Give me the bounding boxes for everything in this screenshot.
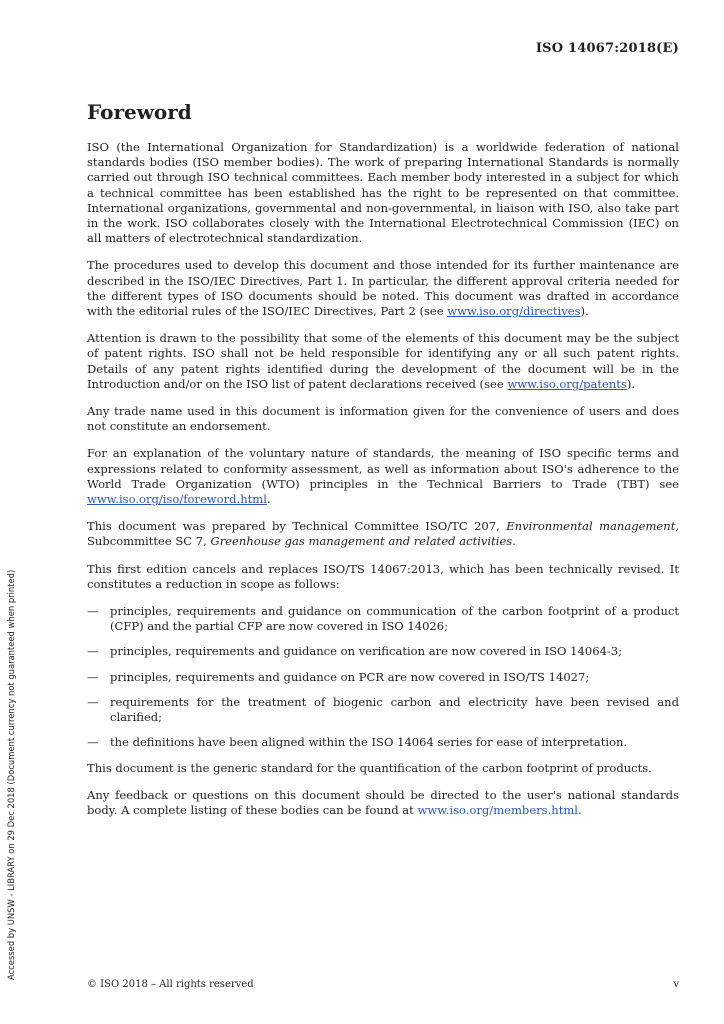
committee-name: Environmental management [506, 519, 676, 534]
dash-bullet: — [87, 669, 99, 684]
paragraph-text: For an explanation of the voluntary nature of standards, the meaning of ISO specific terms and expressions related to conformity assessment, as well as information about ISO's adherence to the World Trade Organization (WTO) principles in the Technical Barriers to Trade (TBT) see [87, 446, 679, 491]
standard-id-header: ISO 14067:2018(E) [535, 41, 679, 56]
list-item-text: principles, requirements and guidance on PCR are now covered in ISO/TS 14027; [110, 669, 590, 684]
page-number: v [673, 979, 679, 990]
paragraph-voluntary-nature [87, 446, 679, 507]
list-item-text: principles, requirements and guidance on verification are now covered in ISO 14064-3; [110, 644, 623, 659]
list-item [87, 670, 679, 685]
dash-bullet: — [87, 735, 99, 750]
dash-bullet: — [87, 694, 99, 709]
list-item-text: principles, requirements and guidance on communication of the carbon footprint of a product (CFP) and the partial CFP are now covered in ISO 14026; [110, 604, 679, 634]
list-item [87, 604, 679, 634]
foreword-link[interactable]: www.iso.org/iso/foreword.html [87, 492, 267, 507]
paragraph-text: The procedures used to develop this document and those intended for its further maintenance are described in the ISO/IEC Directives, Part 1. In particular, the different approval criteria needed for the different types of ISO documents should be noted. This document was drafted in accordance with the editorial rules of the ISO/IEC Directives, Part 2 (see [87, 258, 679, 319]
paragraph-committee [87, 519, 679, 549]
paragraph-end: . [266, 492, 271, 507]
paragraph-iso-intro: ISO (the International Organization for Standardization) is a worldwide federation of national standards bodies (ISO member bodies). The work of preparing International Standards is normally carried out through ISO technical committees. Each member body interested in a subject for which a technical committee has been established has the right to be represented on that committee. International organizations, governmental and non-governmental, in liaison with ISO, also take part in the work. ISO collaborates closely with the International Electrotechnical Commission (IEC) on all matters of electrotechnical standardization. [87, 140, 679, 246]
paragraph-end: ). [626, 376, 636, 391]
paragraph-procedures [87, 258, 679, 319]
dash-bullet: — [87, 604, 99, 619]
patents-link[interactable]: www.iso.org/patents [507, 376, 627, 391]
paragraph-trade-name: Any trade name used in this document is information given for the convenience of users and does not constitute an endorsement. [87, 404, 679, 434]
list-item [87, 735, 679, 750]
paragraph-feedback [87, 788, 679, 818]
paragraph-generic-standard: This document is the generic standard for the quantification of the carbon footprint of products. [87, 760, 652, 775]
members-link[interactable]: www.iso.org/members.html [417, 802, 578, 817]
list-item [87, 644, 679, 659]
copyright-footer: © ISO 2018 – All rights reserved [87, 979, 254, 990]
paragraph-end: ). [580, 304, 589, 319]
list-item-text: requirements for the treatment of biogenic carbon and electricity have been revised and clarified; [110, 694, 679, 725]
access-watermark: Accessed by UNSW - LIBRARY on 29 Dec 2018 (Document currency not guaranteed when printed) [6, 569, 16, 980]
paragraph-edition: This first edition cancels and replaces ISO/TS 14067:2013, which has been technically revised. It constitutes a reduction in scope as follows: [87, 561, 679, 591]
paragraph-end: . [512, 534, 516, 549]
paragraph-text: Any feedback or questions on this document should be directed to the user's national standards body. A complete listing of these bodies can be found at [87, 787, 679, 817]
changes-list [87, 604, 679, 750]
subcommittee-name: Greenhouse gas management and related activities [210, 534, 513, 549]
directives-link[interactable]: www.iso.org/directives [447, 304, 581, 319]
list-item-text: the definitions have been aligned within the ISO 14064 series for ease of interpretation. [110, 735, 628, 750]
paragraph-end: . [578, 802, 582, 817]
paragraph-text: Attention is drawn to the possibility that some of the elements of this document may be the subject of patent rights. ISO shall not be held responsible for identifying any or all such patent rights. Details of any patent rights identified during the development of the document will be in the Introduction and/or on the ISO list of patent declarations received (see [87, 331, 679, 391]
paragraph-text: This document was prepared by Technical Committee ISO/TC 207, [87, 519, 507, 534]
paragraph-patents [87, 331, 679, 392]
list-item [87, 695, 679, 725]
dash-bullet: — [87, 644, 99, 659]
page-title: Foreword [87, 100, 192, 124]
foreword-body [87, 140, 679, 830]
paragraph-text-mid: , Subcommittee SC 7, [87, 519, 680, 549]
